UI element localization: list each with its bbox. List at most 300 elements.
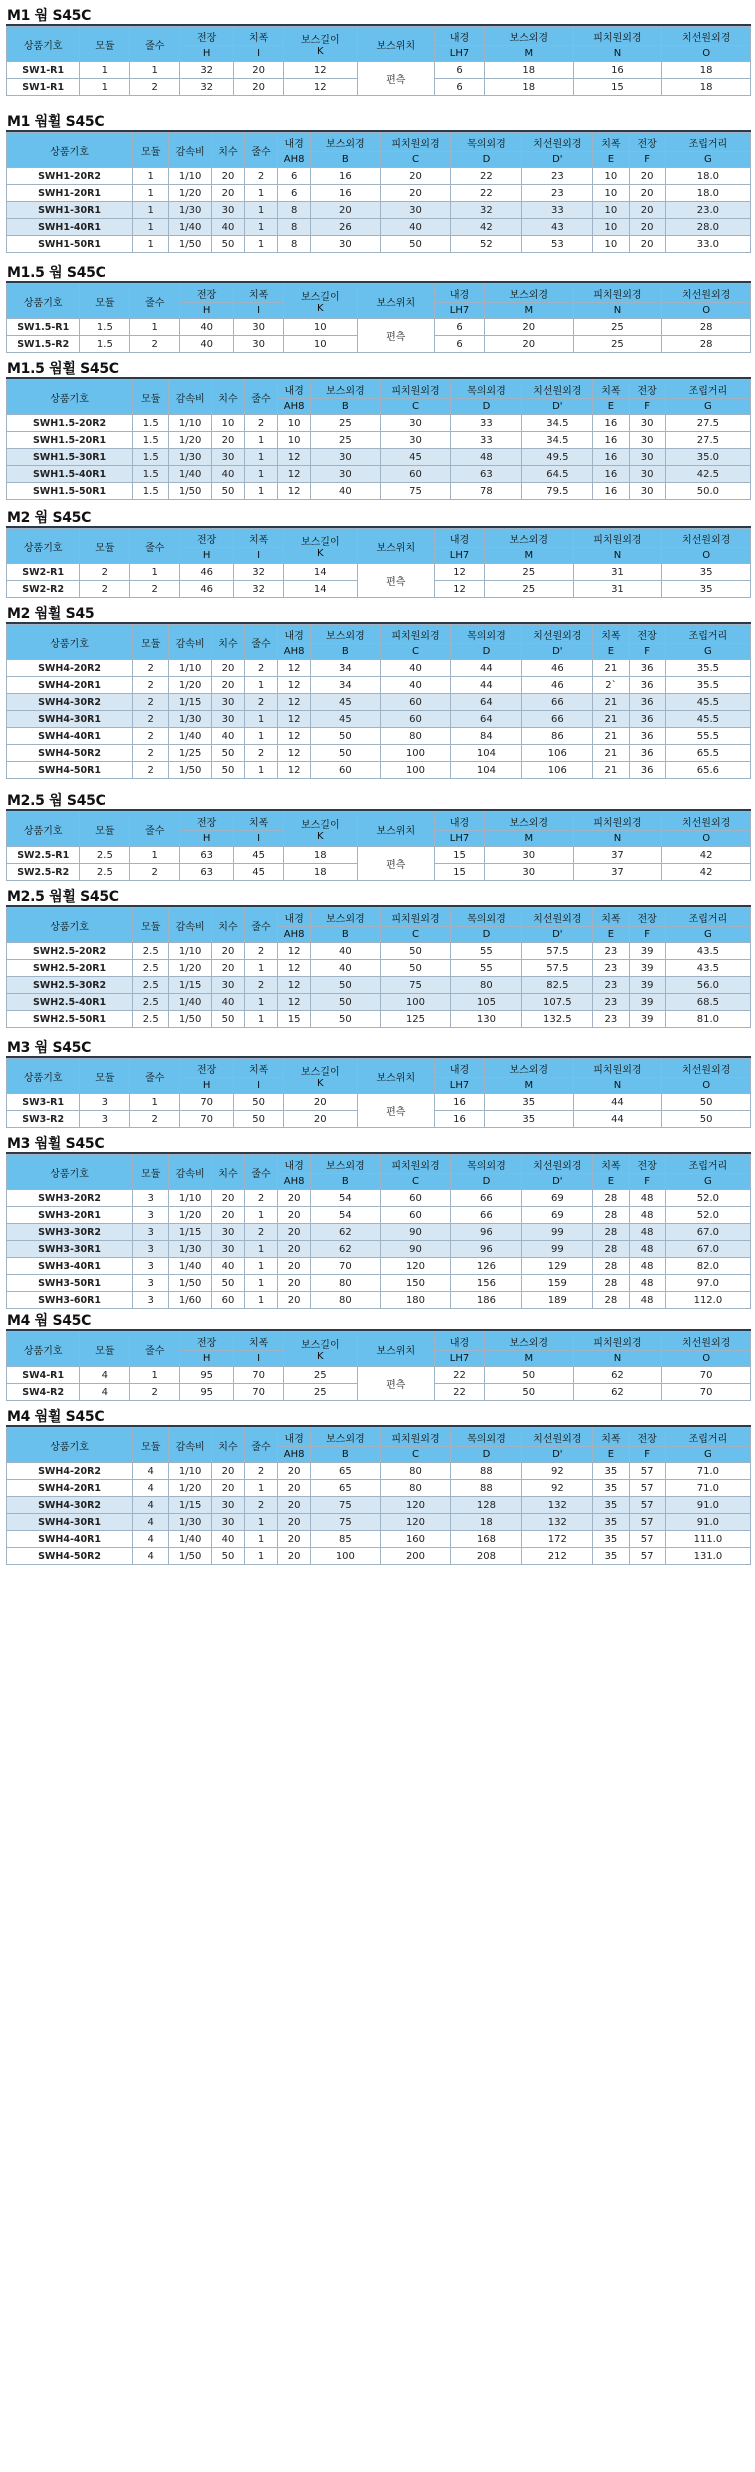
header-cell: 목의외경 <box>451 625 522 644</box>
value-cell: 1 <box>130 1367 180 1384</box>
value-cell: 1/20 <box>169 960 212 977</box>
value-cell: 1/20 <box>169 432 212 449</box>
value-cell: 2 <box>80 564 130 581</box>
value-cell: 1/20 <box>169 1207 212 1224</box>
header-cell: 목의외경 <box>451 908 522 927</box>
value-cell: 32 <box>451 202 522 219</box>
value-cell: 2 <box>245 1463 278 1480</box>
header-cell: 피치원외경 <box>573 284 662 303</box>
boss-position: 편측 <box>357 1094 435 1128</box>
product-code: SW4-R1 <box>7 1367 80 1384</box>
value-cell: 97.0 <box>665 1275 750 1292</box>
header-symbol: K <box>317 303 324 314</box>
value-cell: 20 <box>278 1480 311 1497</box>
value-cell: 66 <box>522 694 593 711</box>
value-cell: 21 <box>593 711 629 728</box>
value-cell: 35 <box>593 1514 629 1531</box>
value-cell: 21 <box>593 728 629 745</box>
header-cell: 모듈 <box>80 529 130 564</box>
header-cell: 치폭 <box>234 1332 284 1351</box>
value-cell: 12 <box>284 62 357 79</box>
value-cell: 45 <box>380 449 451 466</box>
value-cell: 35.5 <box>665 677 750 694</box>
value-cell: 23 <box>593 1011 629 1028</box>
value-cell: 43.5 <box>665 960 750 977</box>
value-cell: 1/30 <box>169 711 212 728</box>
value-cell: 18 <box>662 79 751 96</box>
value-cell: 1/50 <box>169 483 212 500</box>
product-code: SWH3-50R1 <box>7 1275 133 1292</box>
value-cell: 23 <box>522 168 593 185</box>
subheader-cell: B <box>311 399 380 415</box>
product-code: SW1-R1 <box>7 79 80 96</box>
value-cell: 10 <box>593 202 629 219</box>
header-cell <box>284 529 357 564</box>
subheader-cell: B <box>311 152 380 168</box>
subheader-cell: F <box>629 927 665 943</box>
value-cell: 1 <box>245 960 278 977</box>
header-cell: 목의외경 <box>451 1155 522 1174</box>
value-cell: 21 <box>593 762 629 779</box>
subheader-cell: LH7 <box>435 303 485 319</box>
value-cell: 1.5 <box>133 466 169 483</box>
header-cell: 상품기호 <box>7 284 80 319</box>
header-cell: 피치원외경 <box>380 380 451 399</box>
product-code: SWH4-30R1 <box>7 1514 133 1531</box>
value-cell: 63 <box>451 466 522 483</box>
header-cell: 조립거리 <box>665 133 750 152</box>
value-cell: 16 <box>593 466 629 483</box>
value-cell: 12 <box>278 483 311 500</box>
value-cell: 12 <box>284 79 357 96</box>
subheader-cell: AH8 <box>278 644 311 660</box>
value-cell: 33.0 <box>665 236 750 253</box>
value-cell: 20 <box>211 1190 244 1207</box>
section-title: M1.5 웜휠 S45C <box>7 361 119 377</box>
subheader-cell: O <box>662 831 751 847</box>
value-cell: 12 <box>435 564 485 581</box>
header-cell: 보스위치 <box>357 812 435 847</box>
value-cell: 1 <box>245 185 278 202</box>
value-cell: 1.5 <box>80 319 130 336</box>
value-cell: 57 <box>629 1514 665 1531</box>
value-cell: 81.0 <box>665 1011 750 1028</box>
value-cell: 36 <box>629 694 665 711</box>
header-cell: 줄수 <box>130 1059 180 1094</box>
subheader-cell: N <box>573 1078 662 1094</box>
value-cell: 1/10 <box>169 1463 212 1480</box>
value-cell: 20 <box>278 1531 311 1548</box>
header-cell: 내경 <box>278 1155 311 1174</box>
header-cell: 모듈 <box>133 625 169 660</box>
header-cell: 치폭 <box>234 529 284 548</box>
header-cell: 조립거리 <box>665 380 750 399</box>
subheader-cell: D' <box>522 1174 593 1190</box>
value-cell: 186 <box>451 1292 522 1309</box>
worm-spec-table <box>6 283 751 353</box>
value-cell: 36 <box>629 745 665 762</box>
value-cell: 1.5 <box>133 449 169 466</box>
value-cell: 2 <box>130 1384 180 1401</box>
value-cell: 42 <box>451 219 522 236</box>
section-title: M2.5 웜휠 S45C <box>7 889 119 905</box>
value-cell: 15 <box>435 864 485 881</box>
value-cell: 105 <box>451 994 522 1011</box>
value-cell: 2 <box>133 745 169 762</box>
subheader-cell: F <box>629 1174 665 1190</box>
value-cell: 39 <box>629 977 665 994</box>
value-cell: 54 <box>311 1190 380 1207</box>
subheader-cell: G <box>665 644 750 660</box>
value-cell: 12 <box>278 711 311 728</box>
product-code: SWH2.5-20R2 <box>7 943 133 960</box>
value-cell: 8 <box>278 236 311 253</box>
value-cell: 1/20 <box>169 1480 212 1497</box>
section-title: M2 웜휠 S45 <box>7 606 95 622</box>
value-cell: 66 <box>451 1190 522 1207</box>
value-cell: 12 <box>278 466 311 483</box>
value-cell: 69 <box>522 1190 593 1207</box>
product-code: SWH4-50R2 <box>7 1548 133 1565</box>
subheader-cell: AH8 <box>278 1447 311 1463</box>
value-cell: 69 <box>522 1207 593 1224</box>
value-cell: 200 <box>380 1548 451 1565</box>
table-row <box>7 660 751 677</box>
header-row <box>7 133 751 152</box>
subheader-cell: H <box>180 831 234 847</box>
value-cell: 4 <box>133 1497 169 1514</box>
value-cell: 180 <box>380 1292 451 1309</box>
value-cell: 18 <box>284 847 357 864</box>
value-cell: 75 <box>380 483 451 500</box>
header-cell <box>284 27 357 62</box>
product-code: SWH1.5-20R2 <box>7 415 133 432</box>
header-cell: 목의외경 <box>451 133 522 152</box>
value-cell: 20 <box>278 1207 311 1224</box>
table-row <box>7 1497 751 1514</box>
value-cell: 50 <box>380 236 451 253</box>
subheader-cell: F <box>629 152 665 168</box>
value-cell: 86 <box>522 728 593 745</box>
value-cell: 25 <box>484 581 573 598</box>
value-cell: 1/50 <box>169 1548 212 1565</box>
value-cell: 23 <box>593 994 629 1011</box>
value-cell: 1 <box>245 1480 278 1497</box>
value-cell: 20 <box>278 1292 311 1309</box>
value-cell: 27.5 <box>665 415 750 432</box>
value-cell: 100 <box>380 994 451 1011</box>
value-cell: 1/10 <box>169 168 212 185</box>
value-cell: 36 <box>629 677 665 694</box>
header-cell: 상품기호 <box>7 133 133 168</box>
value-cell: 2 <box>80 581 130 598</box>
subheader-cell: D <box>451 399 522 415</box>
value-cell: 2 <box>133 711 169 728</box>
value-cell: 32 <box>180 79 234 96</box>
section-title: M4 웜휠 S45C <box>7 1409 105 1425</box>
subheader-cell: O <box>662 1078 751 1094</box>
subheader-cell: E <box>593 399 629 415</box>
subheader-cell: E <box>593 1447 629 1463</box>
value-cell: 39 <box>629 1011 665 1028</box>
value-cell: 16 <box>435 1094 485 1111</box>
value-cell: 28 <box>593 1207 629 1224</box>
table-row <box>7 564 751 581</box>
header-cell: 치폭 <box>593 133 629 152</box>
value-cell: 1/40 <box>169 219 212 236</box>
subheader-cell: C <box>380 399 451 415</box>
header-cell: 모듈 <box>133 133 169 168</box>
value-cell: 1 <box>130 1094 180 1111</box>
header-cell: 치폭 <box>593 1428 629 1447</box>
value-cell: 1 <box>130 847 180 864</box>
header-cell: 상품기호 <box>7 625 133 660</box>
value-cell: 16 <box>593 432 629 449</box>
product-code: SWH2.5-50R1 <box>7 1011 133 1028</box>
value-cell: 80 <box>380 728 451 745</box>
subheader-cell: D <box>451 644 522 660</box>
value-cell: 50 <box>311 745 380 762</box>
header-row <box>7 812 751 831</box>
header-cell: 조립거리 <box>665 625 750 644</box>
value-cell: 120 <box>380 1497 451 1514</box>
value-cell: 6 <box>435 62 485 79</box>
value-cell: 82.0 <box>665 1258 750 1275</box>
worm-wheel-spec-table <box>6 624 751 779</box>
section-title: M1 웜휠 S45C <box>7 114 105 130</box>
value-cell: 25 <box>573 336 662 353</box>
header-label: 보스길이 <box>300 820 340 831</box>
header-cell: 목의외경 <box>451 380 522 399</box>
product-code: SW1-R1 <box>7 62 80 79</box>
header-row <box>7 1428 751 1447</box>
header-cell: 줄수 <box>130 27 180 62</box>
subheader-cell: E <box>593 927 629 943</box>
value-cell: 1/20 <box>169 185 212 202</box>
value-cell: 32 <box>234 581 284 598</box>
value-cell: 20 <box>284 1094 357 1111</box>
value-cell: 2.5 <box>133 1011 169 1028</box>
value-cell: 30 <box>211 1241 244 1258</box>
product-code: SWH2.5-20R1 <box>7 960 133 977</box>
product-code: SW1.5-R1 <box>7 319 80 336</box>
value-cell: 2 <box>245 694 278 711</box>
header-cell: 보스위치 <box>357 529 435 564</box>
header-cell <box>284 812 357 847</box>
product-code: SWH3-30R2 <box>7 1224 133 1241</box>
header-cell: 내경 <box>435 812 485 831</box>
value-cell: 3 <box>133 1275 169 1292</box>
value-cell: 189 <box>522 1292 593 1309</box>
value-cell: 21 <box>593 660 629 677</box>
value-cell: 84 <box>451 728 522 745</box>
value-cell: 39 <box>629 960 665 977</box>
section-title: M2 웜 S45C <box>7 510 92 526</box>
subheader-cell: C <box>380 927 451 943</box>
value-cell: 35 <box>593 1480 629 1497</box>
subheader-cell: O <box>662 303 751 319</box>
subheader-cell: G <box>665 1174 750 1190</box>
value-cell: 8 <box>278 219 311 236</box>
header-cell: 내경 <box>278 908 311 927</box>
value-cell: 44 <box>573 1111 662 1128</box>
value-cell: 12 <box>278 943 311 960</box>
value-cell: 30 <box>211 694 244 711</box>
subheader-cell: D' <box>522 399 593 415</box>
header-symbol: K <box>317 831 324 842</box>
subheader-cell: G <box>665 1447 750 1463</box>
value-cell: 1 <box>245 1258 278 1275</box>
header-cell: 치선원외경 <box>662 284 751 303</box>
value-cell: 22 <box>435 1384 485 1401</box>
header-cell: 보스위치 <box>357 27 435 62</box>
value-cell: 4 <box>133 1463 169 1480</box>
product-code: SW1.5-R2 <box>7 336 80 353</box>
boss-position: 편측 <box>357 319 435 353</box>
value-cell: 20 <box>234 62 284 79</box>
product-code: SWH4-20R1 <box>7 1480 133 1497</box>
value-cell: 131.0 <box>665 1548 750 1565</box>
header-cell: 모듈 <box>80 812 130 847</box>
header-cell: 모듈 <box>133 908 169 943</box>
header-row <box>7 1155 751 1174</box>
value-cell: 75 <box>311 1514 380 1531</box>
table-row <box>7 219 751 236</box>
value-cell: 35 <box>593 1548 629 1565</box>
section-title: M1.5 웜 S45C <box>7 265 106 281</box>
value-cell: 71.0 <box>665 1463 750 1480</box>
header-symbol: K <box>317 1078 324 1089</box>
value-cell: 4 <box>80 1384 130 1401</box>
subheader-cell: O <box>662 1351 751 1367</box>
table-row <box>7 994 751 1011</box>
header-cell: 보스외경 <box>311 908 380 927</box>
value-cell: 50 <box>211 745 244 762</box>
value-cell: 50 <box>380 943 451 960</box>
worm-spec-table <box>6 1058 751 1128</box>
header-cell: 줄수 <box>130 1332 180 1367</box>
value-cell: 40 <box>380 660 451 677</box>
header-cell: 모듈 <box>80 27 130 62</box>
table-row <box>7 711 751 728</box>
value-cell: 99 <box>522 1241 593 1258</box>
header-cell: 치폭 <box>234 284 284 303</box>
value-cell: 20 <box>211 660 244 677</box>
value-cell: 212 <box>522 1548 593 1565</box>
value-cell: 20 <box>629 168 665 185</box>
subheader-cell: H <box>180 1078 234 1094</box>
value-cell: 156 <box>451 1275 522 1292</box>
header-cell: 상품기호 <box>7 812 80 847</box>
header-cell: 줄수 <box>130 284 180 319</box>
value-cell: 40 <box>211 466 244 483</box>
value-cell: 80 <box>311 1292 380 1309</box>
value-cell: 20 <box>278 1497 311 1514</box>
table-row <box>7 1258 751 1275</box>
header-cell: 보스외경 <box>311 380 380 399</box>
table-row <box>7 943 751 960</box>
value-cell: 104 <box>451 745 522 762</box>
worm-spec-table <box>6 1331 751 1401</box>
value-cell: 48 <box>629 1292 665 1309</box>
subheader-cell: C <box>380 1447 451 1463</box>
product-code: SW2.5-R1 <box>7 847 80 864</box>
value-cell: 3 <box>133 1207 169 1224</box>
value-cell: 30 <box>629 466 665 483</box>
value-cell: 3 <box>80 1094 130 1111</box>
value-cell: 132.5 <box>522 1011 593 1028</box>
value-cell: 15 <box>573 79 662 96</box>
table-row <box>7 432 751 449</box>
value-cell: 12 <box>278 960 311 977</box>
value-cell: 50 <box>662 1111 751 1128</box>
value-cell: 6 <box>278 168 311 185</box>
value-cell: 2 <box>133 728 169 745</box>
product-code: SWH4-30R1 <box>7 711 133 728</box>
value-cell: 1 <box>130 319 180 336</box>
header-cell: 피치원외경 <box>380 908 451 927</box>
header-cell: 보스외경 <box>484 1332 573 1351</box>
value-cell: 23 <box>593 960 629 977</box>
value-cell: 2 <box>245 1190 278 1207</box>
section-title: M4 웜 S45C <box>7 1313 92 1329</box>
header-cell: 치폭 <box>593 908 629 927</box>
value-cell: 46 <box>180 564 234 581</box>
subheader-cell: I <box>234 46 284 62</box>
header-label: 보스길이 <box>300 35 340 46</box>
section-title: M2.5 웜 S45C <box>7 793 106 809</box>
boss-position: 편측 <box>357 564 435 598</box>
value-cell: 2 <box>245 1497 278 1514</box>
table-row <box>7 202 751 219</box>
value-cell: 20 <box>211 185 244 202</box>
header-cell: 모듈 <box>133 380 169 415</box>
value-cell: 44 <box>451 660 522 677</box>
value-cell: 52.0 <box>665 1190 750 1207</box>
header-label: 보스길이 <box>300 1067 340 1078</box>
header-cell: 보스위치 <box>357 1059 435 1094</box>
header-cell: 피치원외경 <box>380 133 451 152</box>
subheader-cell: B <box>311 644 380 660</box>
value-cell: 71.0 <box>665 1480 750 1497</box>
value-cell: 57.5 <box>522 960 593 977</box>
header-cell: 치선원외경 <box>522 380 593 399</box>
value-cell: 130 <box>451 1011 522 1028</box>
header-cell: 피치원외경 <box>573 1059 662 1078</box>
header-cell: 감속비 <box>169 1155 212 1190</box>
value-cell: 30 <box>629 483 665 500</box>
value-cell: 45 <box>311 711 380 728</box>
product-code: SWH4-50R1 <box>7 762 133 779</box>
value-cell: 34.5 <box>522 415 593 432</box>
header-cell: 내경 <box>435 1332 485 1351</box>
value-cell: 28 <box>593 1292 629 1309</box>
header-cell: 줄수 <box>130 529 180 564</box>
header-cell: 줄수 <box>245 1155 278 1190</box>
header-cell: 전장 <box>180 284 234 303</box>
header-cell <box>284 1059 357 1094</box>
value-cell: 40 <box>211 728 244 745</box>
value-cell: 35 <box>662 581 751 598</box>
value-cell: 40 <box>311 483 380 500</box>
value-cell: 16 <box>311 185 380 202</box>
table-row <box>7 1275 751 1292</box>
value-cell: 1/40 <box>169 994 212 1011</box>
value-cell: 50 <box>484 1367 573 1384</box>
value-cell: 10 <box>211 415 244 432</box>
value-cell: 45 <box>311 694 380 711</box>
value-cell: 50 <box>234 1094 284 1111</box>
